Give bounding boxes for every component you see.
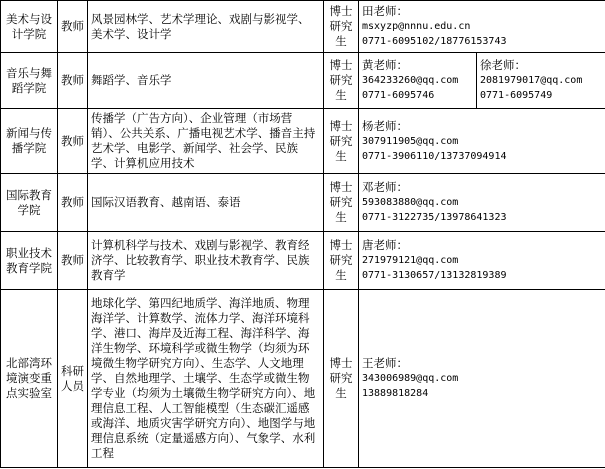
table-row [1, 174, 605, 232]
contact-phone: 0771-3130657/13132819389 [362, 270, 507, 281]
contact-email: 2081979017@qq.com [480, 75, 583, 86]
contact-name: 王老师： [362, 356, 408, 370]
contact-phone: 0771-3906110/13737094914 [362, 150, 507, 162]
college-cell: 国际教育学院 [1, 174, 58, 232]
contact-name: 邓老师： [362, 180, 408, 194]
table-row [1, 109, 605, 174]
contact-cell [477, 53, 605, 109]
contact-email: 307911905@qq.com [362, 135, 459, 147]
table-row [1, 290, 605, 468]
contact-phone: 0771-3122735/13978641323 [362, 212, 507, 223]
contact-cell [359, 1, 605, 53]
contact-name: 唐老师： [362, 238, 408, 252]
degree-cell: 博士研究生 [324, 174, 359, 232]
degree-cell: 博士研究生 [324, 232, 359, 290]
majors-cell: 国际汉语教育、越南语、泰语 [88, 174, 324, 232]
contact-name: 杨老师： [362, 118, 408, 133]
contact-email: 364233260@qq.com [362, 75, 459, 86]
contact-name: 田老师： [362, 4, 408, 18]
contact-name: 徐老师： [480, 58, 526, 72]
degree-cell: 博士研究生 [324, 109, 359, 174]
contact-phone: 0771-6095746 [362, 90, 435, 101]
contact-email: 343006989@qq.com [362, 373, 459, 384]
contact-cell [359, 109, 605, 174]
majors-cell: 传播学（广告方向）、企业管理（市场营销）、公共关系、广播电视艺术学、播音主持艺术学、电影学、新闻学、社会学、民族学、计算机应用技术 [88, 109, 324, 174]
contact-email: msxyzp@nnnu.edu.cn [362, 21, 471, 32]
table-row [1, 232, 605, 290]
majors-cell: 计算机科学与技术、戏剧与影视学、教育经济学、比较教育学、职业技术教育学、民族教育学 [88, 232, 324, 290]
contact-cell [359, 232, 605, 290]
degree-cell: 博士研究生 [324, 290, 359, 468]
college-cell: 美术与设计学院 [1, 1, 58, 53]
contact-email: 271979121@qq.com [362, 255, 459, 266]
role-cell: 教师 [58, 53, 88, 109]
majors-cell: 舞蹈学、音乐学 [88, 53, 324, 109]
degree-cell: 博士研究生 [324, 53, 359, 109]
role-cell: 科研人员 [58, 290, 88, 468]
college-cell: 新闻与传播学院 [1, 109, 58, 174]
majors-cell: 风景园林学、艺术学理论、戏剧与影视学、美术学、设计学 [88, 1, 324, 53]
contact-cell [359, 53, 477, 109]
degree-cell: 博士研究生 [324, 1, 359, 53]
contact-cell [359, 290, 605, 468]
role-cell: 教师 [58, 109, 88, 174]
college-cell: 职业技术教育学院 [1, 232, 58, 290]
contact-phone: 13889818284 [362, 388, 429, 399]
majors-cell: 地球化学、第四纪地质学、海洋地质、物理海洋学、计算数学、流体力学、海洋环境科学、港口、海岸及近海工程、海洋科学、海洋生物学、环境科学或微生物学（均须为环境微生物学研究方向）、生态学、人文地理学、自然地理学、土壤学、生态学或微生物学专业（均须为土壤微生物学研究方向）、地理信息工程、人工智能模型（生态碳汇遥感或海洋、地质灾害学研究方向）、地图学与地理信息系统（定量遥感方向）、气象学、水利工程 [88, 290, 324, 468]
college-cell: 北部湾环境演变重点实验室 [1, 290, 58, 468]
role-cell: 教师 [58, 1, 88, 53]
role-cell: 教师 [58, 174, 88, 232]
contact-cell [359, 174, 605, 232]
contact-name: 黄老师： [362, 58, 408, 72]
contact-phone: 0771-6095102/18776153743 [362, 36, 507, 47]
role-cell: 教师 [58, 232, 88, 290]
college-cell: 音乐与舞蹈学院 [1, 53, 58, 109]
table-row [1, 53, 605, 109]
contact-email: 593083880@qq.com [362, 197, 459, 208]
contact-phone: 0771-6095749 [480, 90, 553, 101]
table-row [1, 1, 605, 53]
